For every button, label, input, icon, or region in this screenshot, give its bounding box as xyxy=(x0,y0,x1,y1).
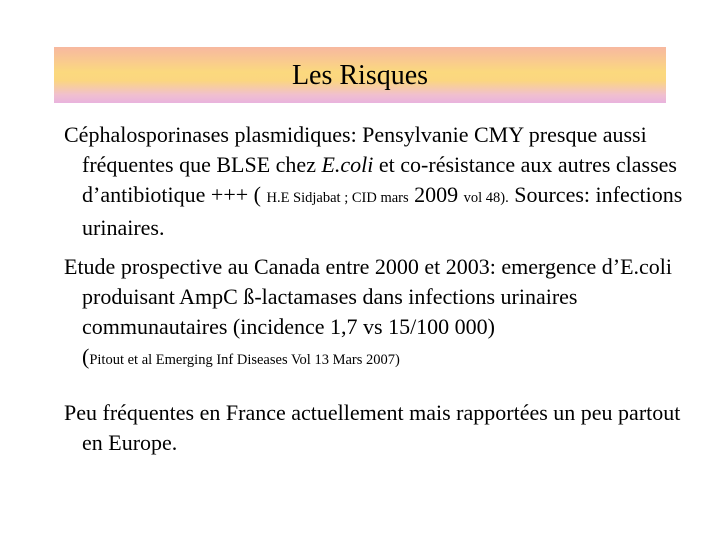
paragraph-canada-study xyxy=(64,252,700,375)
paragraph-cephalosporinases xyxy=(64,120,700,243)
text-segment: Céphalosporinases plasmidiques: Pensylvanie CMY presque aussi fréquentes que BLSE chez xyxy=(64,122,647,177)
paragraph-text xyxy=(64,120,700,243)
slide-title: Les Risques xyxy=(291,60,429,91)
text-segment: Etude prospective au Canada entre 2000 et 2003: emergence d’E.coli produisant AmpC ß-lactamases dans infections urinaires communautaires (incidence 1,7 vs 15/100 000) xyxy=(64,254,673,339)
text-segment: Sources: infections urinaires. xyxy=(82,182,683,240)
citation-year: 2009 xyxy=(408,182,464,207)
paragraph-europe xyxy=(64,398,700,458)
citation-reference: Pitout et al Emerging Inf Diseases Vol 13 Mars 2007) xyxy=(89,352,400,368)
text-segment: et co-résistance aux autres classes d’antibiotique +++ ( xyxy=(82,152,677,207)
organism-name: E.coli xyxy=(321,152,374,177)
citation-paren: ( xyxy=(82,344,90,369)
citation-author: H.E Sidjabat ; CID mars xyxy=(266,190,409,206)
paragraph-text: Peu fréquentes en France actuellement mais rapportées un peu partout en Europe. xyxy=(64,400,681,455)
citation-volume: vol 48). xyxy=(463,190,509,206)
paragraph-text xyxy=(64,252,700,375)
